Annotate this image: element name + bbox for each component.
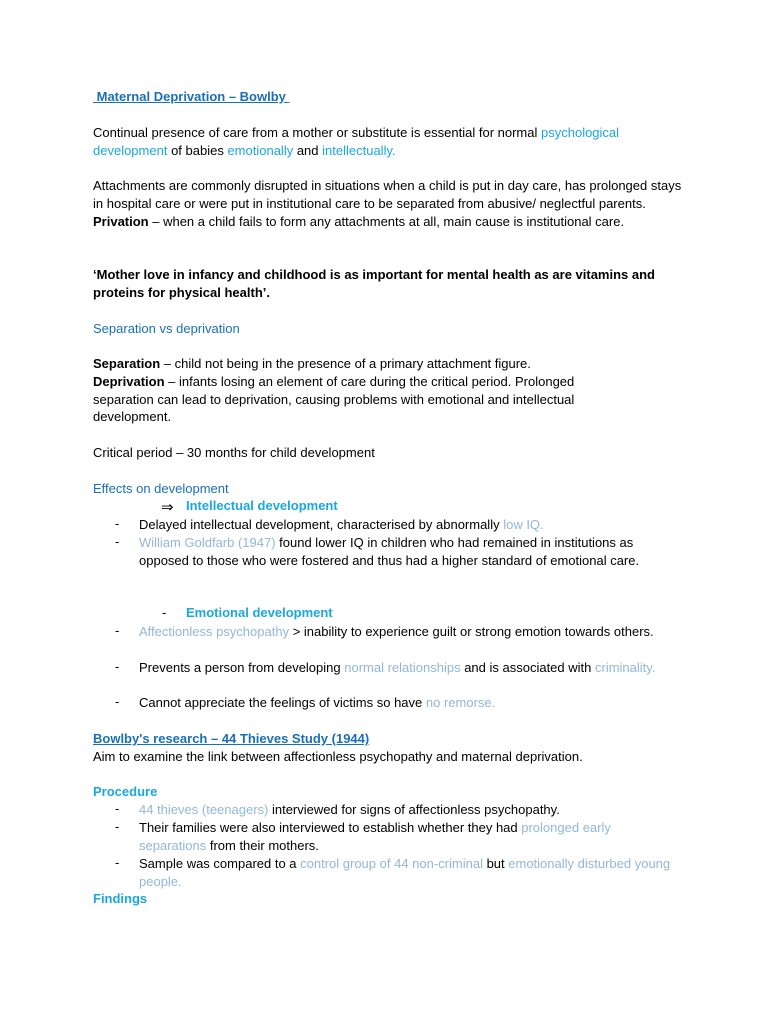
- bullet-dash: -: [115, 855, 120, 870]
- procedure-heading: Procedure: [93, 784, 158, 799]
- list-item: Prevents a person from developing normal relationships and is associated with criminality.: [139, 660, 656, 675]
- intro-paragraph: Continual presence of care from a mother or substitute is essential for normal psychological development of babies emotionally and intellectually.: [93, 125, 620, 158]
- list-item: Their families were also interviewed to establish whether they had prolonged early separations from their mothers.: [139, 820, 611, 853]
- findings-heading: Findings: [93, 891, 148, 906]
- list-item: Delayed intellectual development, characterised by abnormally low IQ.: [139, 517, 544, 532]
- emotional-heading: Emotional development: [186, 605, 333, 620]
- bullet-dash: -: [115, 694, 120, 709]
- bowlby-quote: ‘Mother love in infancy and childhood is as important for mental health as are vitamins and proteins for physical health’.: [93, 267, 655, 300]
- research-heading: Bowlby's research – 44 Thieves Study (1944): [93, 731, 370, 746]
- list-item: Cannot appreciate the feelings of victims so have no remorse.: [139, 695, 496, 710]
- separation-heading: Separation vs deprivation: [93, 321, 240, 336]
- aim-text: Aim to examine the link between affectionless psychopathy and maternal deprivation.: [93, 749, 583, 764]
- list-item: 44 thieves (teenagers) interviewed for signs of affectionless psychopathy.: [139, 802, 560, 817]
- intellectual-heading: Intellectual development: [186, 498, 338, 513]
- list-item: Affectionless psychopathy > inability to experience guilt or strong emotion towards others.: [139, 624, 654, 639]
- bullet-dash: -: [115, 819, 120, 834]
- bullet-dash: -: [115, 534, 120, 549]
- bullet-dash: -: [115, 801, 120, 816]
- bullet-dash: -: [115, 516, 120, 531]
- bullet-dash: -: [115, 623, 120, 638]
- page-title: Maternal Deprivation – Bowlby: [96, 89, 286, 104]
- attachments-paragraph: Attachments are commonly disrupted in situations when a child is put in day care, has prolonged stays in hospital care or were put in institutional care to be separated from abusive/ neglectful parents. Privation – when a child fails to form any attachments at all, main cause is institutional care.: [93, 178, 682, 229]
- bullet-dash: -: [162, 605, 167, 620]
- list-item: Sample was compared to a control group of 44 non-criminal but emotionally disturbed young people.: [139, 856, 671, 889]
- arrow-icon: ⇒: [161, 499, 174, 516]
- list-item: William Goldfarb (1947) found lower IQ in children who had remained in institutions as opposed to those who were fostered and thus had a higher standard of emotional care.: [139, 535, 640, 568]
- critical-period: Critical period – 30 months for child development: [93, 445, 375, 460]
- effects-heading: Effects on development: [93, 481, 229, 496]
- bullet-dash: -: [115, 659, 120, 674]
- definitions-paragraph: Separation – child not being in the presence of a primary attachment figure. Deprivation – infants losing an element of care during the critical period. Prolonged separation can lead to deprivation, causing problems with emotional and intellectual development.: [93, 356, 575, 425]
